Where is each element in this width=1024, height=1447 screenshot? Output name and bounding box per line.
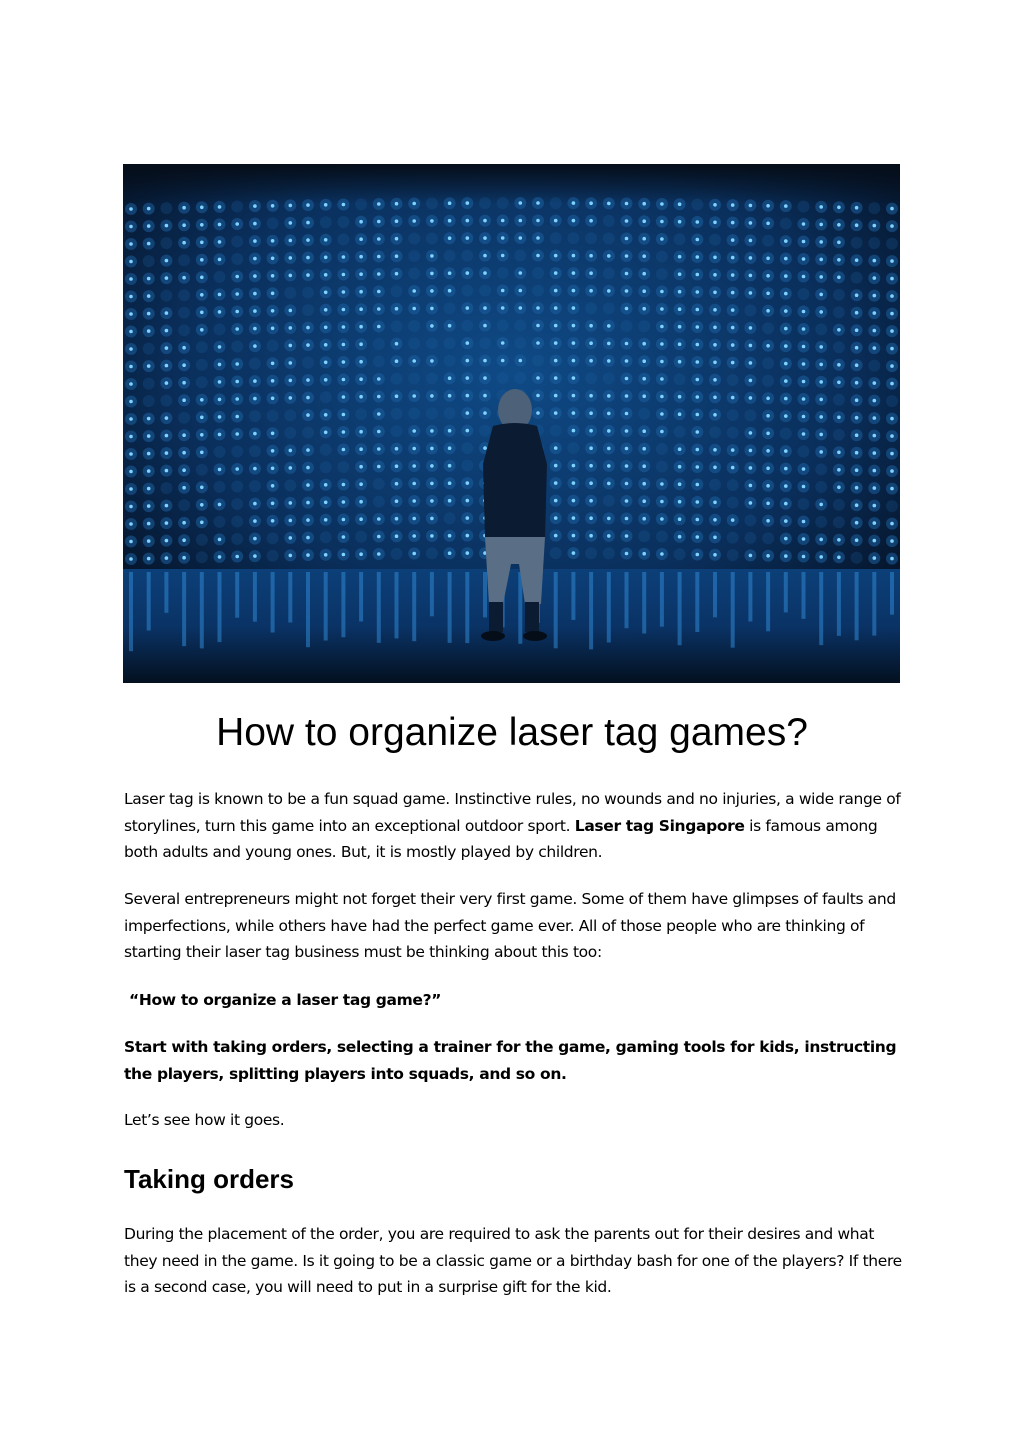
intro-text-start: Laser tag is known to be a fun squad game. Instinctive rules, no wounds and no injuries, a wide range of storylines, turn this game into an exceptional outdoor sport. — [124, 790, 901, 835]
led-wall-photo-icon — [123, 164, 900, 683]
laser-tag-singapore-link[interactable]: Laser tag Singapore — [574, 816, 745, 835]
hero-image — [123, 164, 900, 683]
page-title: How to organize laser tag games? — [216, 711, 808, 754]
intro-paragraph — [124, 786, 906, 866]
intro-text-end: is famous among both adults and young ones. But, it is mostly played by children. — [124, 816, 878, 861]
transition-paragraph: Let’s see how it goes. — [124, 1111, 285, 1129]
entrepreneurs-paragraph: Several entrepreneurs might not forget their very first game. Some of them have glimpses of faults and imperfections, while others have had the perfect game ever. All of those people who are thinking of starting their laser tag business must be thinking about this too: — [124, 890, 896, 961]
section-heading-taking-orders: Taking orders — [124, 1164, 295, 1194]
question-paragraph: “How to organize a laser tag game?” — [124, 991, 442, 1009]
steps-summary-paragraph: Start with taking orders, selecting a trainer for the game, gaming tools for kids, instructing the players, splitting players into squads, and so on. — [124, 1038, 897, 1083]
taking-orders-paragraph: During the placement of the order, you are required to ask the parents out for their desires and what they need in the game. Is it going to be a classic game or a birthday bash for one of the players? If there is a second case, you will need to put in a surprise gift for the kid. — [124, 1225, 902, 1296]
